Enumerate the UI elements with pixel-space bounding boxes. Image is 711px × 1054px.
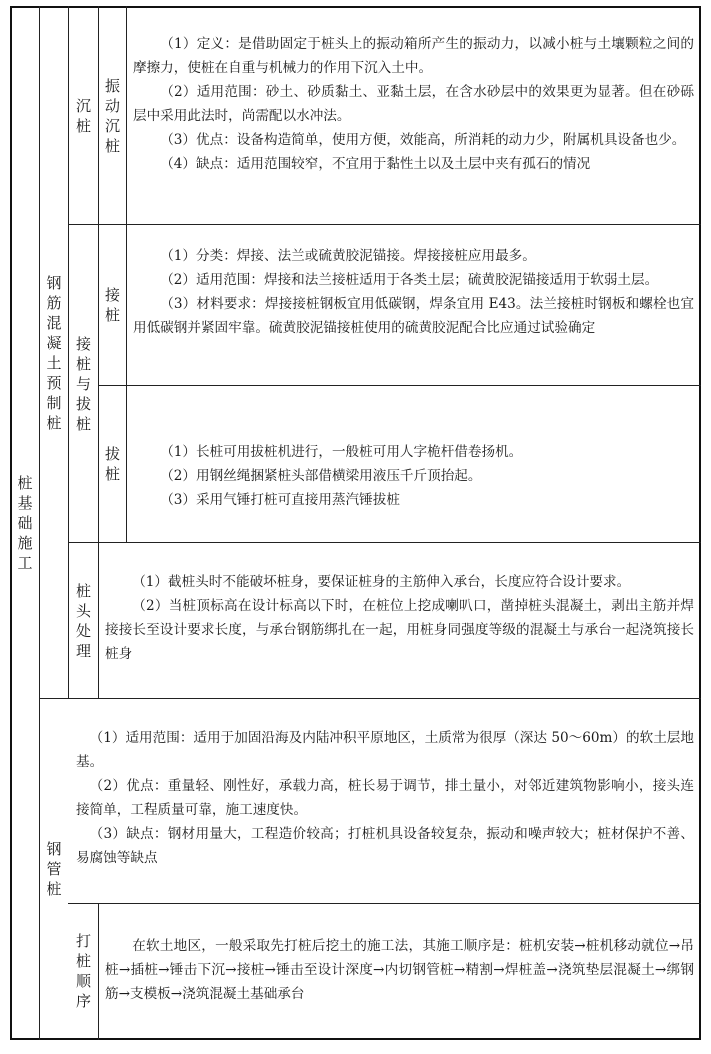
label-precast: 钢筋混凝土预制桩: [46, 274, 62, 432]
steel-item-3: （3）缺点：钢材用量大，工程造价较高；打桩机具设备较复杂，振动和噪声较大；桩材保护不善、易腐蚀等缺点: [76, 826, 694, 866]
pull-item-1: （1）长桩可用拔桩机进行，一般桩可用人字桅杆借卷扬机。: [160, 444, 523, 460]
pull-item-3: （3）采用气锤打桩可直接用蒸汽锤拔桩: [160, 492, 400, 508]
vibration-item-2: （2）适用范围：砂土、砂质黏土、亚黏土层，在含水砂层中的效果更为显著。但在砂砾层中采用此法时，尚需配以水冲法。: [133, 84, 694, 124]
vibration-item-1: （1）定义：是借助固定于桩头上的振动箱所产生的振动力，以减小桩与土壤颗粒之间的摩擦力，使桩在自重与机械力的作用下沉入土中。: [133, 36, 694, 76]
label-pull: 拔桩: [104, 445, 120, 483]
pull-content: [133, 440, 694, 512]
vibration-content: [133, 32, 694, 176]
splice-item-2: （2）适用范围：焊接和法兰接桩适用于各类土层；硫黄胶泥锚接适用于软弱土层。: [160, 272, 659, 288]
splice-content: [133, 244, 694, 340]
col-line-order: [98, 903, 99, 1040]
label-order: 打桩顺序: [75, 932, 91, 1010]
steel-content: [76, 726, 694, 870]
col-line-head: [98, 542, 99, 698]
label-vibration: 振动沉桩: [104, 77, 120, 155]
label-sinking: 沉桩: [75, 97, 91, 135]
splice-item-3: （3）材料要求：焊接接桩钢板宜用低碳钢，焊条宜用 E43。法兰接桩时钢板和螺栓也宜用低碳钢并紧固牢靠。硫黄胶泥锚接桩使用的硫黄胶泥配合比应通过试验确定: [133, 296, 694, 336]
table-bottom-border: [10, 1038, 701, 1040]
label-steel: 钢管桩: [46, 839, 62, 898]
vibration-item-3: （3）优点：设备构造简单，使用方便，效能高，所消耗的动力少，附属机具设备也少。: [160, 132, 686, 148]
row-line-5: [68, 903, 701, 904]
head-item-1: （1）截桩头时不能破坏桩身，要保证桩身的主筋伸入承台，长度应符合设计要求。: [132, 574, 631, 590]
vibration-item-4: （4）缺点：适用范围较窄，不宜用于黏性土以及土层中夹有孤石的情况: [160, 156, 591, 172]
splice-item-1: （1）分类：焊接、法兰或硫黄胶泥锚接。焊接接桩应用最多。: [160, 248, 536, 264]
head-item-2: （2）当桩顶标高在设计标高以下时，在桩位上挖成喇叭口，凿掉桩头混凝土，剥出主筋并焊接接长至设计要求长度，与承台钢筋绑扎在一起，用桩身同强度等级的混凝土与承台一起浇筑接长桩身: [105, 598, 694, 662]
row-line-2: [98, 385, 701, 386]
row-line-4: [39, 698, 701, 699]
label-splice-pull: 接桩与拔桩: [75, 334, 91, 433]
table-right-border: [699, 6, 701, 1040]
label-head: 桩头处理: [75, 581, 91, 660]
steel-item-2: （2）优点：重量轻、刚性好，承载力高，桩长易于调节，排土量小，对邻近建筑物影响小，接头连接简单，工程质量可靠，施工速度快。: [76, 778, 694, 818]
order-item-1: 在软土地区，一般采取先打桩后挖土的施工法，其施工顺序是：桩机安装→桩机移动就位→吊桩→插桩→锤击下沉→接桩→锤击至设计深度→内切钢管桩→精割→焊桩盖→浇筑垫层混凝土→绑钢筋→支模板→浇筑混凝土基础承台: [105, 938, 694, 1002]
label-splice: 接桩: [104, 286, 120, 324]
row-line-1: [68, 224, 701, 225]
label-foundation: 桩基础施工: [17, 474, 33, 572]
head-content: [105, 570, 694, 666]
order-content: [105, 934, 694, 1006]
pull-item-2: （2）用钢丝绳捆紧桩头部借横梁用液压千斤顶抬起。: [160, 468, 482, 484]
row-line-3: [68, 542, 701, 543]
steel-item-1: （1）适用范围：适用于加固沿海及内陆冲积平原地区，土质常为很厚（深达 50～60m）的软土层地基。: [76, 730, 694, 770]
col-line-4: [126, 6, 127, 542]
